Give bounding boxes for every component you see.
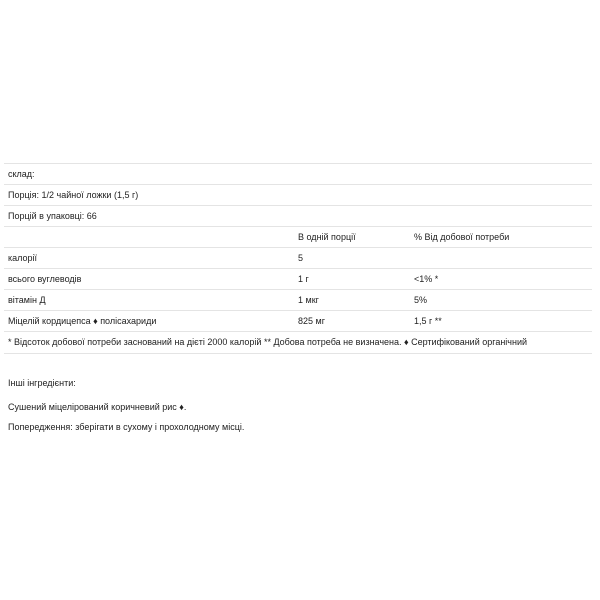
nutrient-amount: 825 мг <box>298 316 325 326</box>
nutrient-name: калорії <box>8 253 38 263</box>
nutrient-amount: 5 <box>298 253 304 263</box>
table-header-row <box>4 226 592 247</box>
table-row <box>4 247 592 268</box>
nutrient-daily-value: <1% * <box>414 274 439 284</box>
nutrient-name: Міцелій кордицепса ♦ полісахариди <box>8 316 157 326</box>
servings-per-container-row <box>4 205 592 226</box>
nutrient-name: всього вуглеводів <box>8 274 82 284</box>
composition-row <box>4 163 592 184</box>
footnote: * Відсоток добової потреби заснований на дієті 2000 калорій ** Добова потреба не визначена. ♦ Сертифікований органічний <box>4 331 592 354</box>
header-daily-value: % Від добової потреби <box>414 232 510 242</box>
servings-per-container: Порцій в упаковці: 66 <box>8 211 97 221</box>
nutrient-amount: 1 мкг <box>298 295 319 305</box>
serving-size: Порція: 1/2 чайної ложки (1,5 г) <box>8 190 139 200</box>
other-ingredients: Сушений міцелірований коричневий рис ♦. <box>8 402 187 412</box>
table-row <box>4 289 592 310</box>
header-per-serving: В одній порції <box>298 232 356 242</box>
composition-label: склад: <box>8 169 35 179</box>
table-row <box>4 310 592 331</box>
serving-size-row <box>4 184 592 205</box>
table-row <box>4 268 592 289</box>
warning-text: Попередження: зберігати в сухому і прохолодному місці. <box>8 422 245 432</box>
nutrient-daily-value: 5% <box>414 295 428 305</box>
nutrient-daily-value: 1,5 г ** <box>414 316 442 326</box>
nutrient-amount: 1 г <box>298 274 309 284</box>
nutrition-panel <box>4 163 592 354</box>
nutrient-name: вітамін Д <box>8 295 46 305</box>
other-ingredients-label: Інші інгредієнти: <box>8 378 76 388</box>
